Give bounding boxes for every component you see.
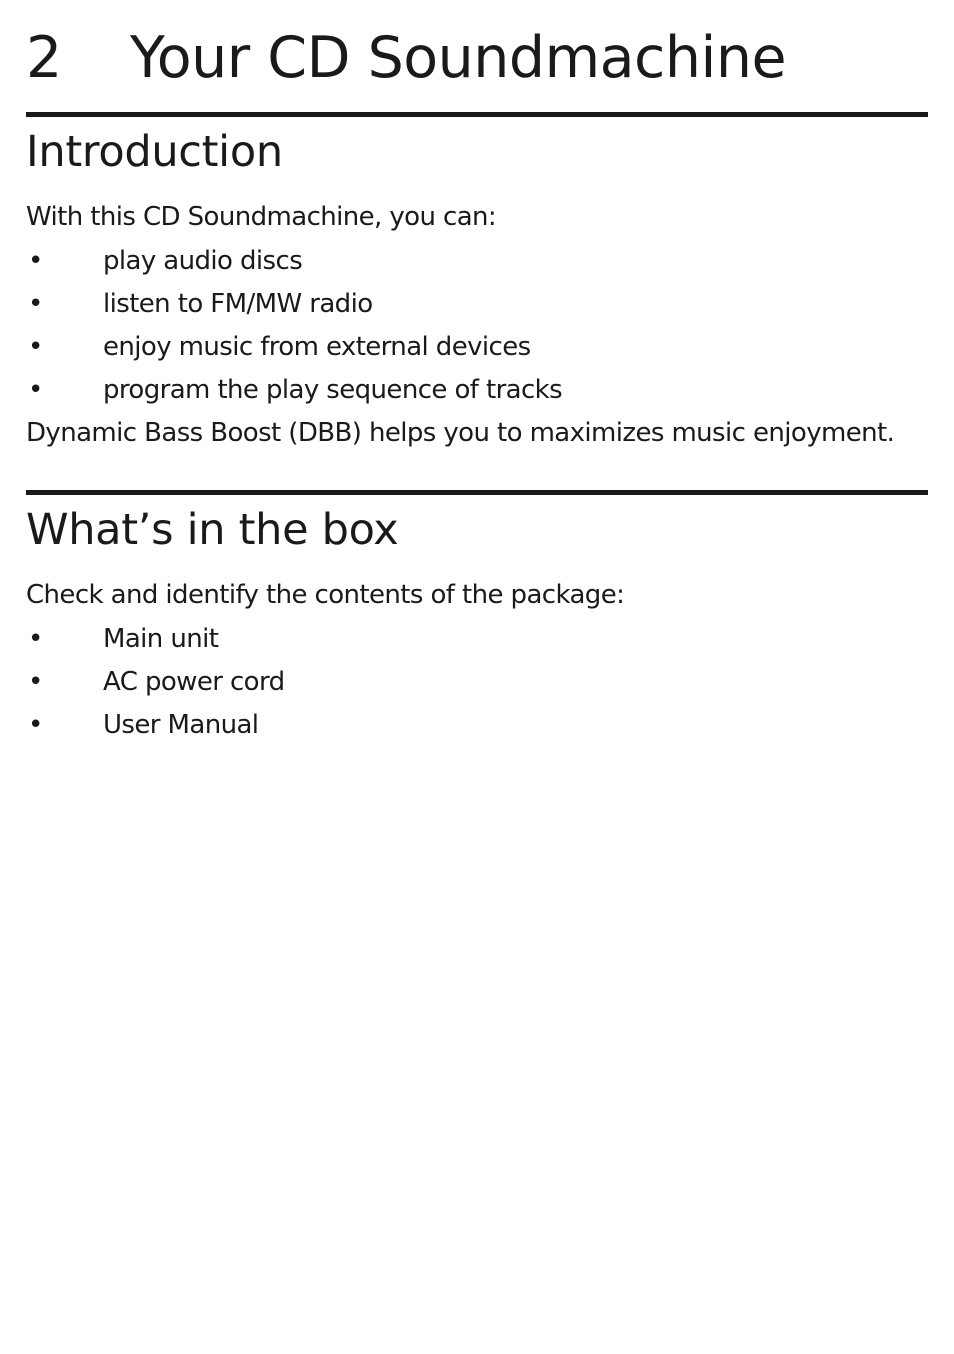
- chapter-divider: [26, 112, 928, 117]
- list-item-text: enjoy music from external devices: [103, 332, 531, 362]
- introduction-heading: Introduction: [26, 127, 283, 177]
- bullet-icon: •: [28, 624, 43, 654]
- bullet-icon: •: [28, 667, 43, 697]
- list-item-text: program the play sequence of tracks: [103, 375, 563, 405]
- chapter-title: [26, 22, 786, 94]
- bullet-icon: •: [28, 246, 43, 276]
- section-divider: [26, 490, 928, 495]
- list-item-text: Main unit: [103, 624, 219, 654]
- chapter-title-text: Your CD Soundmachine: [130, 25, 787, 91]
- chapter-number: 2: [26, 25, 62, 91]
- introduction-lead: With this CD Soundmachine, you can:: [26, 202, 497, 232]
- bullet-icon: •: [28, 332, 43, 362]
- list-item-text: listen to FM/MW radio: [103, 289, 373, 319]
- bullet-icon: •: [28, 289, 43, 319]
- list-item-text: AC power cord: [103, 667, 285, 697]
- box-lead: Check and identify the contents of the package:: [26, 580, 625, 610]
- introduction-closing: Dynamic Bass Boost (DBB) helps you to maximizes music enjoyment.: [26, 418, 895, 448]
- list-item-text: play audio discs: [103, 246, 303, 276]
- whats-in-the-box-heading: What’s in the box: [26, 505, 399, 555]
- bullet-icon: •: [28, 375, 43, 405]
- list-item-text: User Manual: [103, 710, 259, 740]
- bullet-icon: •: [28, 710, 43, 740]
